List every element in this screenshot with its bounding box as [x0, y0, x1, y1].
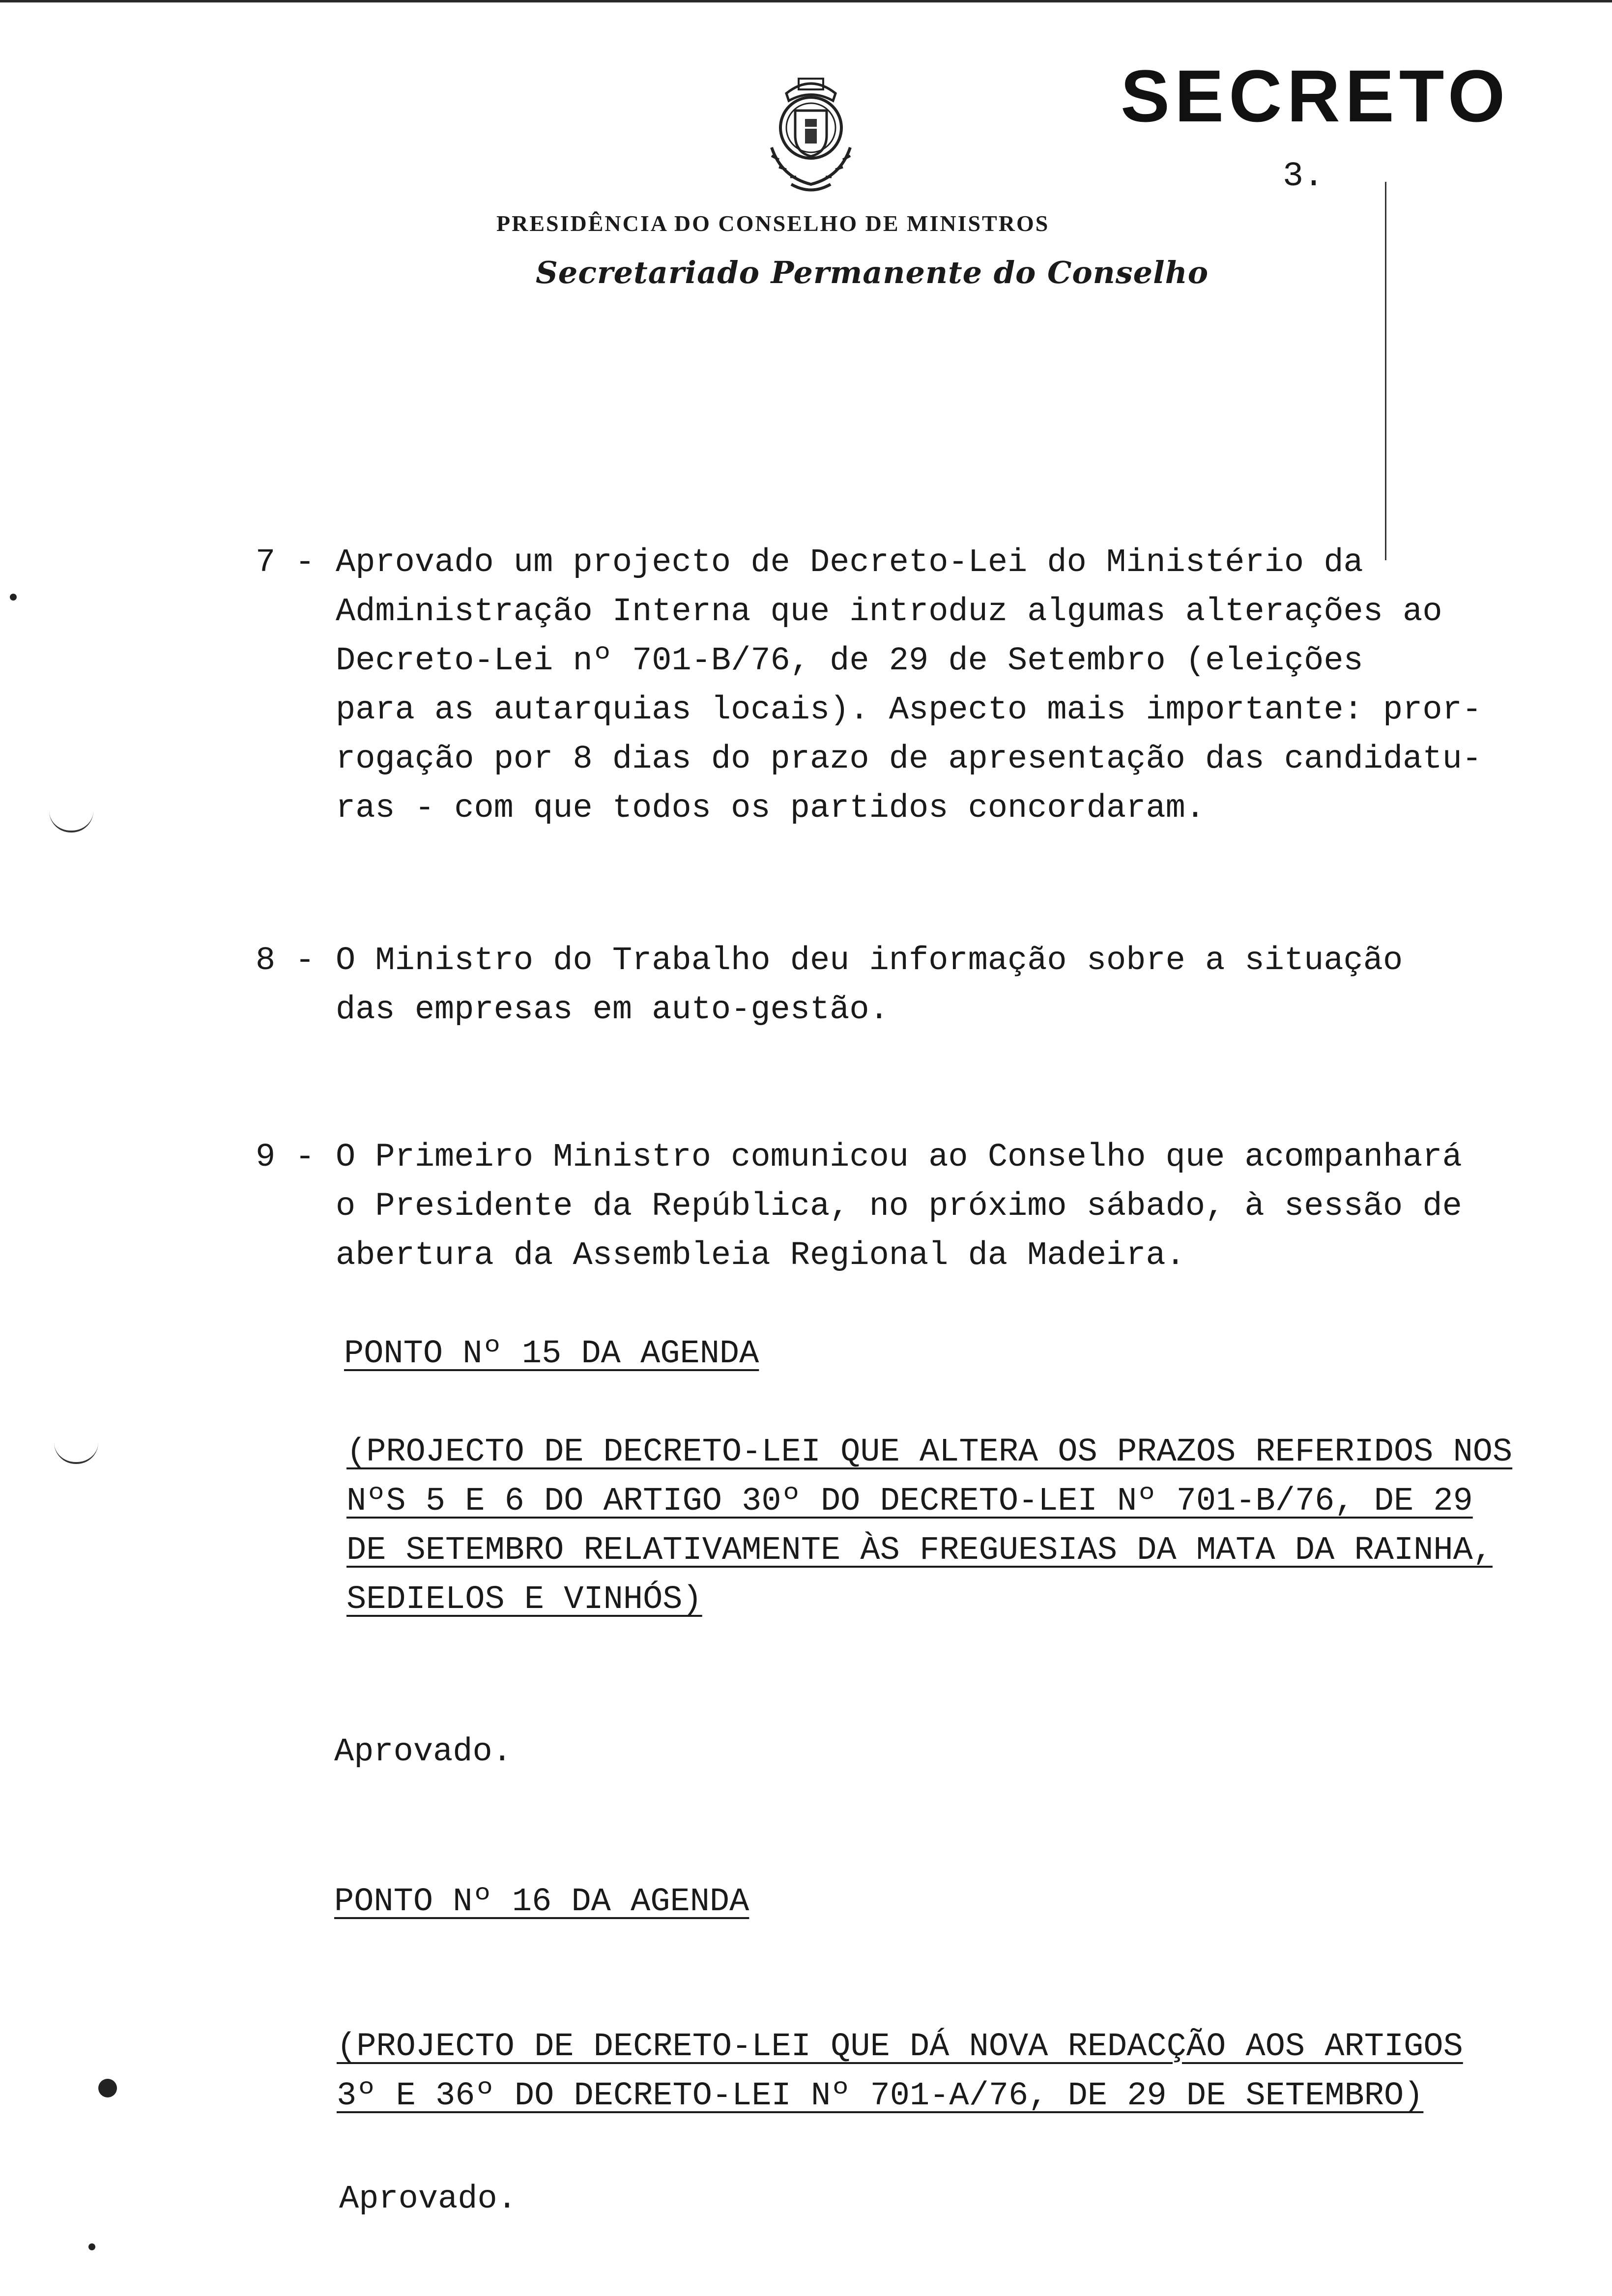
item-number: 7 - — [256, 544, 315, 581]
text-line: Administração Interna que introduz algumas alterações ao — [336, 593, 1442, 631]
item-text — [336, 1133, 1545, 1280]
text-line: Aprovado um projecto de Decreto-Lei do Ministério da — [336, 544, 1363, 581]
margin-line — [1385, 182, 1386, 560]
margin-mark — [54, 1442, 98, 1464]
top-border-rule — [0, 0, 1612, 2]
text-line: O Ministro do Trabalho deu informação sobre a situação — [336, 942, 1403, 979]
office-subtitle: Secretariado Permanente do Conselho — [536, 255, 1209, 290]
hole-punch-mark — [10, 594, 17, 601]
description-line: (PROJECTO DE DECRETO-LEI QUE ALTERA OS PRAZOS REFERIDOS NOS — [346, 1434, 1513, 1471]
page-number: 3. — [1283, 157, 1324, 196]
text-line: abertura da Assembleia Regional da Madeira. — [336, 1237, 1185, 1274]
description-line: NºS 5 E 6 DO ARTIGO 30º DO DECRETO-LEI Nº 701-B/76, DE 29 — [346, 1483, 1473, 1520]
agenda-description — [346, 1428, 1512, 1624]
coat-of-arms-emblem — [752, 74, 870, 197]
classification-stamp: SECRETO — [1121, 55, 1510, 137]
text-line: das empresas em auto-gestão. — [336, 991, 889, 1029]
text-line: o Presidente da República, no próximo sábado, à sessão de — [336, 1188, 1462, 1225]
item-text — [336, 936, 1545, 1034]
text-line: O Primeiro Ministro comunicou ao Conselho que acompanhará — [336, 1139, 1462, 1176]
item-number: 9 - — [256, 1139, 315, 1176]
agenda-result: Aprovado. — [339, 2181, 517, 2218]
margin-mark — [49, 811, 93, 832]
text-line: para as autarquias locais). Aspecto mais importante: pror- — [336, 691, 1482, 729]
description-line: DE SETEMBRO RELATIVAMENTE ÀS FREGUESIAS DA MATA DA RAINHA, — [346, 1532, 1493, 1569]
text-line: ras - com que todos os partidos concordaram. — [336, 790, 1206, 827]
description-line: (PROJECTO DE DECRETO-LEI QUE DÁ NOVA REDACÇÃO AOS ARTIGOS — [337, 2028, 1463, 2066]
hole-punch-mark — [88, 2243, 95, 2250]
agenda-heading: PONTO Nº 15 DA AGENDA — [344, 1335, 759, 1373]
office-name: PRESIDÊNCIA DO CONSELHO DE MINISTROS — [496, 211, 1050, 236]
description-line: 3º E 36º DO DECRETO-LEI Nº 701-A/76, DE 29 DE SETEMBRO) — [337, 2077, 1424, 2115]
description-line: SEDIELOS E VINHÓS) — [346, 1581, 702, 1618]
item-text — [336, 538, 1545, 833]
agenda-description — [337, 2022, 1463, 2121]
text-line: Decreto-Lei nº 701-B/76, de 29 de Setembro (eleições — [336, 642, 1363, 680]
item-number: 8 - — [256, 942, 315, 979]
text-line: rogação por 8 dias do prazo de apresentação das candidatu- — [336, 741, 1482, 778]
agenda-result: Aprovado. — [334, 1733, 512, 1771]
agenda-heading: PONTO Nº 16 DA AGENDA — [334, 1883, 749, 1921]
hole-punch-mark — [98, 2079, 117, 2097]
